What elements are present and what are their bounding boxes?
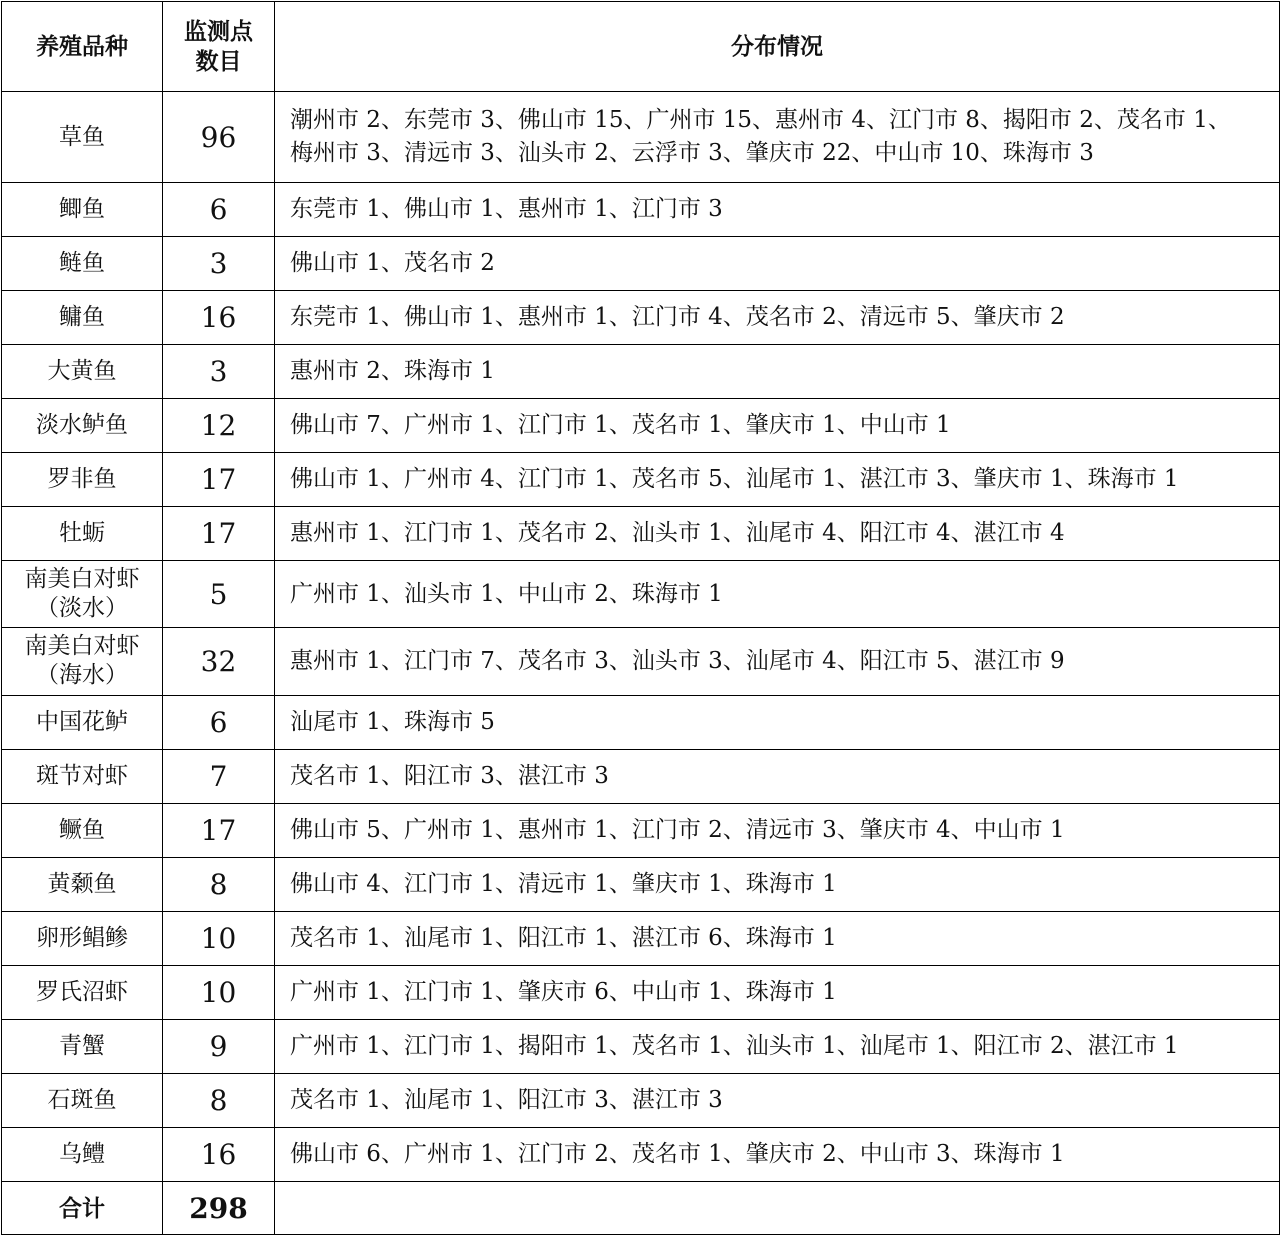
distribution-cell (275, 183, 1280, 237)
distribution-line: 梅州市 3、清远市 3、汕头市 2、云浮市 3、肇庆市 22、中山市 10、珠海市 3 (290, 140, 1094, 167)
table-row (2, 965, 1280, 1019)
species-name: 斑节对虾 (36, 762, 128, 789)
header-count-text: 监测点数目 (184, 17, 253, 75)
distribution-line: 惠州市 1、江门市 7、茂名市 3、汕头市 3、汕尾市 4、阳江市 5、湛江市 9 (290, 647, 1065, 674)
species-cell (2, 911, 163, 965)
table-body (2, 92, 1280, 1182)
species-cell (2, 92, 163, 183)
distribution-cell (275, 803, 1280, 857)
table-row (2, 803, 1280, 857)
distribution-line: 茂名市 1、汕尾市 1、阳江市 3、湛江市 3 (290, 1086, 723, 1113)
table-row (2, 561, 1280, 628)
total-count: 298 (163, 1182, 275, 1235)
distribution-line: 东莞市 1、佛山市 1、惠州市 1、江门市 4、茂名市 2、清远市 5、肇庆市 2 (290, 304, 1065, 331)
distribution-line: 佛山市 6、广州市 1、江门市 2、茂名市 1、肇庆市 2、中山市 3、珠海市 1 (290, 1140, 1065, 1167)
species-cell (2, 507, 163, 561)
distribution-line: 茂名市 1、阳江市 3、湛江市 3 (290, 762, 609, 789)
count-cell: 17 (163, 803, 275, 857)
header-species: 养殖品种 (2, 2, 163, 92)
count-cell: 17 (163, 507, 275, 561)
table-row (2, 92, 1280, 183)
distribution-line: 潮州市 2、东莞市 3、佛山市 15、广州市 15、惠州市 4、江门市 8、揭阳市 2、茂名市 1、 (290, 107, 1231, 134)
species-cell (2, 1127, 163, 1181)
count-cell: 8 (163, 1073, 275, 1127)
distribution-cell (275, 1019, 1280, 1073)
distribution-cell (275, 965, 1280, 1019)
total-row (2, 1182, 1280, 1235)
species-name: 乌鳢 (59, 1140, 105, 1167)
table-row (2, 911, 1280, 965)
count-cell: 16 (163, 291, 275, 345)
species-cell (2, 628, 163, 695)
species-cell (2, 1073, 163, 1127)
table-row (2, 345, 1280, 399)
species-name: 罗氏沼虾 (36, 978, 128, 1005)
distribution-cell (275, 507, 1280, 561)
distribution-cell (275, 695, 1280, 749)
distribution-cell (275, 561, 1280, 628)
table-row (2, 749, 1280, 803)
count-cell: 3 (163, 345, 275, 399)
distribution-cell (275, 911, 1280, 965)
species-cell (2, 183, 163, 237)
table-row (2, 1127, 1280, 1181)
species-name: 牡蛎 (59, 520, 105, 547)
distribution-cell (275, 237, 1280, 291)
header-distribution: 分布情况 (275, 2, 1280, 92)
species-name: 大黄鱼 (47, 358, 117, 385)
distribution-line: 佛山市 1、广州市 4、江门市 1、茂名市 5、汕尾市 1、湛江市 3、肇庆市 1、珠海市 1 (290, 466, 1179, 493)
count-cell: 3 (163, 237, 275, 291)
species-name: 鳜鱼 (59, 816, 105, 843)
table-row (2, 183, 1280, 237)
species-cell (2, 291, 163, 345)
distribution-cell (275, 92, 1280, 183)
distribution-line: 广州市 1、汕头市 1、中山市 2、珠海市 1 (290, 580, 723, 607)
distribution-line: 佛山市 4、江门市 1、清远市 1、肇庆市 1、珠海市 1 (290, 870, 837, 897)
distribution-cell (275, 291, 1280, 345)
species-cell (2, 695, 163, 749)
count-cell: 9 (163, 1019, 275, 1073)
species-cell (2, 857, 163, 911)
species-name: 草鱼 (59, 123, 105, 150)
table-row (2, 291, 1280, 345)
table-row (2, 507, 1280, 561)
species-name: 中国花鲈 (36, 708, 128, 735)
count-cell: 7 (163, 749, 275, 803)
header-count (163, 2, 275, 92)
count-cell: 32 (163, 628, 275, 695)
count-cell: 12 (163, 399, 275, 453)
species-cell (2, 803, 163, 857)
species-cell (2, 749, 163, 803)
table-row (2, 695, 1280, 749)
species-cell (2, 965, 163, 1019)
table-row (2, 628, 1280, 695)
table-row (2, 1073, 1280, 1127)
table-row (2, 237, 1280, 291)
distribution-line: 广州市 1、江门市 1、揭阳市 1、茂名市 1、汕头市 1、汕尾市 1、阳江市 2、湛江市 1 (290, 1032, 1179, 1059)
distribution-line: 佛山市 5、广州市 1、惠州市 1、江门市 2、清远市 3、肇庆市 4、中山市 1 (290, 816, 1065, 843)
distribution-cell (275, 345, 1280, 399)
species-name: 鲢鱼 (59, 250, 105, 277)
species-name: 淡水鲈鱼 (36, 412, 128, 439)
species-name: 鲫鱼 (59, 196, 105, 223)
distribution-line: 佛山市 7、广州市 1、江门市 1、茂名市 1、肇庆市 1、中山市 1 (290, 412, 951, 439)
distribution-line: 惠州市 2、珠海市 1 (290, 358, 495, 385)
monitoring-sites-table (1, 1, 1280, 1235)
distribution-cell (275, 749, 1280, 803)
count-cell: 5 (163, 561, 275, 628)
distribution-cell (275, 1127, 1280, 1181)
distribution-cell (275, 628, 1280, 695)
table-row (2, 857, 1280, 911)
species-name: 南美白对虾（海水） (24, 633, 140, 689)
species-name: 青蟹 (59, 1032, 105, 1059)
species-cell (2, 399, 163, 453)
species-name: 石斑鱼 (47, 1086, 117, 1113)
species-name: 黄颡鱼 (47, 870, 117, 897)
species-cell (2, 453, 163, 507)
distribution-line: 广州市 1、江门市 1、肇庆市 6、中山市 1、珠海市 1 (290, 978, 837, 1005)
species-name: 南美白对虾（淡水） (24, 566, 140, 622)
table-row (2, 399, 1280, 453)
distribution-cell (275, 453, 1280, 507)
species-cell (2, 345, 163, 399)
count-cell: 96 (163, 92, 275, 183)
species-name: 卵形鲳鲹 (36, 924, 128, 951)
total-label: 合计 (2, 1182, 163, 1235)
distribution-line: 汕尾市 1、珠海市 5 (290, 708, 495, 735)
header-row (2, 2, 1280, 92)
species-name: 罗非鱼 (47, 466, 117, 493)
species-cell (2, 561, 163, 628)
species-name: 鳙鱼 (59, 304, 105, 331)
total-distribution (275, 1182, 1280, 1235)
distribution-cell (275, 399, 1280, 453)
count-cell: 16 (163, 1127, 275, 1181)
count-cell: 10 (163, 965, 275, 1019)
distribution-line: 茂名市 1、汕尾市 1、阳江市 1、湛江市 6、珠海市 1 (290, 924, 837, 951)
distribution-line: 惠州市 1、江门市 1、茂名市 2、汕头市 1、汕尾市 4、阳江市 4、湛江市 4 (290, 520, 1065, 547)
count-cell: 6 (163, 695, 275, 749)
count-cell: 10 (163, 911, 275, 965)
distribution-cell (275, 1073, 1280, 1127)
distribution-line: 东莞市 1、佛山市 1、惠州市 1、江门市 3 (290, 196, 723, 223)
species-cell (2, 237, 163, 291)
count-cell: 6 (163, 183, 275, 237)
count-cell: 17 (163, 453, 275, 507)
distribution-cell (275, 857, 1280, 911)
species-cell (2, 1019, 163, 1073)
table-row (2, 1019, 1280, 1073)
table-row (2, 453, 1280, 507)
count-cell: 8 (163, 857, 275, 911)
distribution-line: 佛山市 1、茂名市 2 (290, 250, 495, 277)
